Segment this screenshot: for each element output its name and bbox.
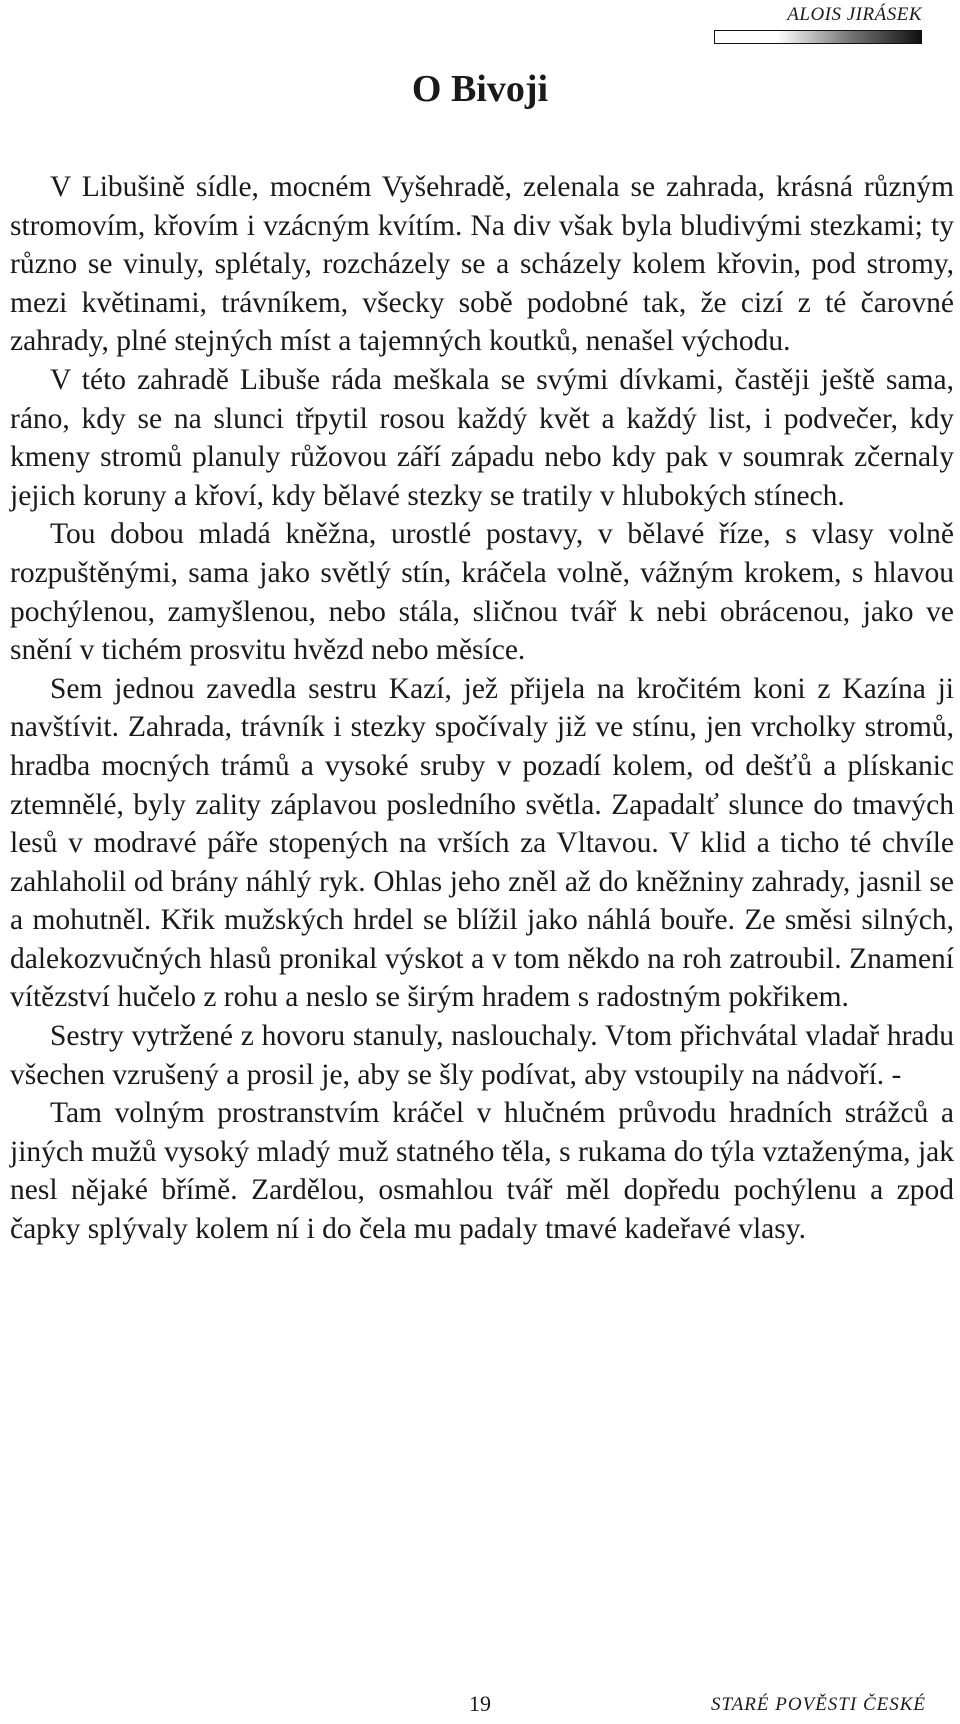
- body-text: [10, 168, 954, 1249]
- paragraph: Tou dobou mladá kněžna, urostlé postavy, v bělavé říze, s vlasy volně rozpuštěnými, sama jako světlý stín, kráčela volně, vážným krokem, s hlavou pochýlenou, zamyšlenou, nebo stála, sličnou tvář k nebi obrácenou, jako ve snění v tichém prosvitu hvězd nebo měsíce.: [10, 518, 954, 667]
- paragraph: V této zahradě Libuše ráda meškala se svými dívkami, častěji ještě sama, ráno, kdy se na slunci třpytil rosou každý květ a každý list, i podvečer, kdy kmeny stromů planuly růžovou září západu nebo kdy pak v soumrak zčernaly jejich koruny a křoví, kdy bělavé stezky se tratily v hlubokých stínech.: [10, 363, 954, 512]
- paragraph: Sem jednou zavedla sestru Kazí, jež přijela na kročitém koni z Kazína ji navštívit. Zahrada, trávník i stezky spočívaly již ve stínu, jen vrcholky stromů, hradba mocných trámů a vysoké sruby v pozadí kolem, od dešťů a plískanic ztemnělé, byly zality záplavou posledního světla. Zapadalť slunce do tmavých lesů v modravé páře stopených na vrších za Vltavou. V klid a ticho té chvíle zahlaholil od brány náhlý ryk. Ohlas jeho zněl až do kněžniny zahrady, jasnil se a mohutněl. Křik mužských hrdel se blížil jako náhlá bouře. Ze směsi silných, dalekozvučných hlasů pronikal výskot a v tom někdo na roh zatroubil. Znamení vítězství hučelo z rohu a neslo se širým hradem s radostným pokřikem.: [10, 672, 954, 1014]
- page-number: 19: [469, 1691, 491, 1716]
- paragraph: V Libušině sídle, mocném Vyšehradě, zelenala se zahrada, krásná různým stromovím, křovím i vzácným kvítím. Na div však byla bludivými stezkami; ty různo se vinuly, splétaly, rozcházely se a scházely kolem křovin, pod stromy, mezi květinami, trávníkem, všecky sobě podobné tak, že cizí z té čarovné zahrady, plné stejných míst a tajemných koutků, nenašel východu.: [10, 171, 954, 358]
- running-head-gradient-bar: [714, 30, 922, 44]
- page-footer: [0, 1690, 960, 1720]
- running-head: [714, 4, 922, 44]
- footer-book-title: STARÉ POVĚSTI ČESKÉ: [711, 1694, 926, 1715]
- paragraph: Sestry vytržené z hovoru stanuly, naslouchaly. Vtom přichvátal vladař hradu všechen vzrušený a prosil je, aby se šly podívat, aby vstoupily na nádvoří. -: [10, 1020, 954, 1091]
- running-head-author: ALOIS JIRÁSEK: [787, 4, 922, 25]
- chapter-title: O Bivoji: [411, 68, 549, 110]
- paragraph: Tam volným prostranstvím kráčel v hlučném průvodu hradních strážců a jiných mužů vysoký mladý muž statného těla, s rukama do týla vztaženýma, jak nesl nějaké břímě. Zardělou, osmahlou tvář měl dopředu pochýlenu a zpod čapky splývaly kolem ní i do čela mu padaly tmavé kadeřavé vlasy.: [10, 1097, 954, 1246]
